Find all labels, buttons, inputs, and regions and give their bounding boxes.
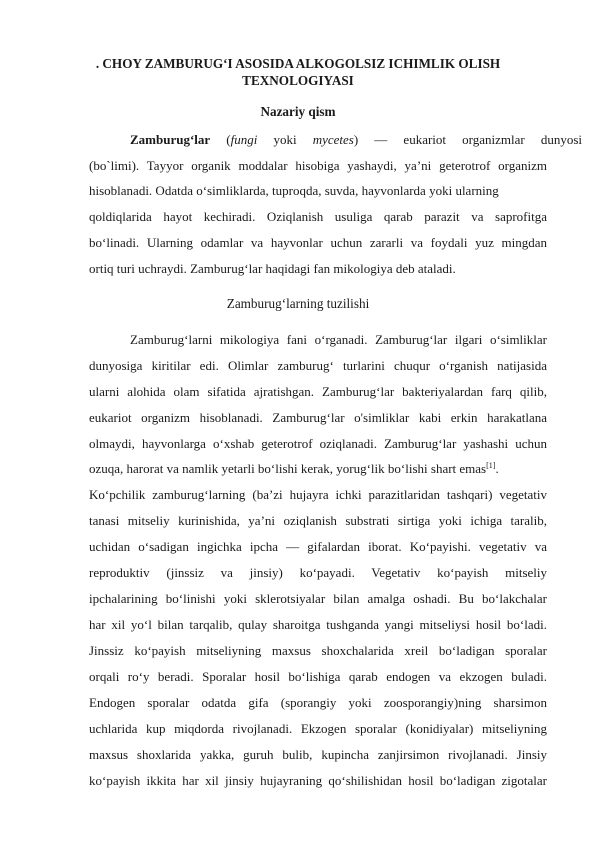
paragraph-3-line: Endogen sporalar odatda gifa (sporangiy yoki zoosporangiy)ning sharsimon bbox=[89, 695, 547, 710]
text-span: yoki bbox=[257, 132, 313, 147]
paragraph-3-line: uchidan o‘sadigan ingichka ipcha — gifalardan iborat. Ko‘payishi. vegetativ va bbox=[89, 539, 547, 554]
section-heading: Nazariy qism bbox=[260, 104, 336, 119]
paragraph-3-line: uchlarida kup miqdorda rivojlanadi. Ekzogen sporalar (konidiyalar) mitseliyning bbox=[89, 721, 547, 736]
term-fungi: fungi bbox=[230, 132, 258, 147]
subheading: Zamburug‘larning tuzilishi bbox=[226, 296, 370, 311]
term-zamburuglar: Zamburug‘lar bbox=[130, 132, 211, 147]
paragraph-2-last-line bbox=[89, 460, 547, 478]
paragraph-2-line: olmaydi, hayvonlarga o‘xshab geterotrof oziqlanadi. Zamburug‘lar yashashi uchun bbox=[89, 436, 547, 451]
paragraph-2-line: eukariot organizm hisoblanadi. Zamburug‘lar o'simliklar kabi erkin harakatlana bbox=[89, 410, 547, 425]
paragraph-1-line: qoldiqlarida hayot kechiradi. Oziqlanish usuliga qarab parazit va saprofitga bbox=[89, 209, 547, 224]
title-line-2: TEXNOLOGIYASI bbox=[242, 73, 354, 88]
paragraph-1-first-line bbox=[130, 131, 582, 149]
paragraph-2-line: ularni alohida olam sifatida ajratishgan. Zamburug‘lar bakteriyalardan farq qilib, bbox=[89, 384, 547, 399]
paragraph-2-first-line: Zamburug‘larni mikologiya fani o‘rganadi. Zamburug‘lar ilgari o‘simliklar bbox=[130, 332, 547, 347]
paragraph-1-line: hisoblanadi. Odatda o‘simliklarda, tuproqda, suvda, hayvonlarda yoki ularning bbox=[89, 183, 499, 198]
paragraph-2-line: dunyosiga kiritilar edi. Olimlar zamburug‘ turlarini chuqur o‘rganish natijasida bbox=[89, 358, 547, 373]
document-title bbox=[60, 55, 536, 89]
paragraph-3-line: ipchalarining bo‘linishi yoki sklerotsiyalar bilan amalga oshadi. Bu bo‘lakchalar bbox=[89, 591, 547, 606]
text-span: ) — eukariot organizmlar dunyosi bbox=[353, 132, 582, 147]
text-span: . bbox=[495, 461, 499, 476]
paragraph-3-line: orqali ro‘y beradi. Sporalar hosil bo‘lishiga qarab endogen va ekzogen buladi. bbox=[89, 669, 547, 684]
paragraph-3-line: maxsus shoxlarida yakka, guruh bulib, kupincha zanjirsimon rivojlanadi. Jinsiy bbox=[89, 747, 547, 762]
paragraph-3-line: Jinssiz ko‘payish mitseliyning maxsus shoxchalarida xreil bo‘ladigan sporalar bbox=[89, 643, 547, 658]
paragraph-1-line: bo‘linadi. Ularning odamlar va hayvonlar uchun zararli va foydali yuz mingdan bbox=[89, 235, 547, 250]
paragraph-1-line: (bo`limi). Tayyor organik moddalar hisobiga yashaydi, ya’ni geterotrof organizm bbox=[89, 158, 547, 173]
paragraph-3-line: tanasi mitseliy kurinishida, ya’ni oziqlanish substrati sirtiga yoki ichiga taralib, bbox=[89, 513, 547, 528]
paragraph-3-line: Ko‘pchilik zamburug‘larning (ba’zi hujayra ichki parazitlaridan tashqari) vegetativ bbox=[89, 487, 547, 502]
title-line-1: . CHOY ZAMBURUG‘I ASOSIDA ALKOGOLSIZ ICHIMLIK OLISH bbox=[95, 56, 501, 71]
paragraph-3-line: har xil yo‘l bilan tarqalib, qulay sharoitga tushganda yangi mitseliysi hosil bo‘ladi. bbox=[89, 617, 547, 632]
term-mycetes: mycetes bbox=[312, 132, 354, 147]
paragraph-3-line: ko‘payish ikkita har xil jinsiy hujayraning qo‘shilishidan hosil bo‘ladigan zigotalar bbox=[89, 773, 547, 788]
paragraph-1-line: ortiq turi uchraydi. Zamburug‘lar haqidagi fan mikologiya deb ataladi. bbox=[89, 261, 456, 276]
text-span: ozuqa, harorat va namlik yetarli bo‘lishi kerak, yorug‘lik bo‘lishi shart emas bbox=[89, 461, 487, 476]
paragraph-3-line: reproduktiv (jinssiz va jinsiy) ko‘payadi. Vegetativ ko‘payish mitseliy bbox=[89, 565, 547, 580]
reference-marker[interactable]: [1] bbox=[486, 461, 496, 470]
text-span: ( bbox=[210, 132, 231, 147]
